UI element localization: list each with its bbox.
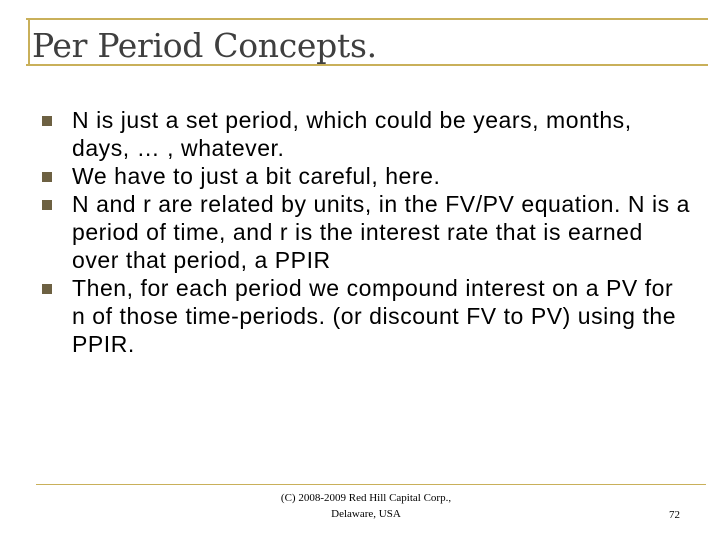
square-bullet-icon bbox=[42, 172, 52, 182]
page-number: 72 bbox=[669, 509, 680, 521]
slide-title: Per Period Concepts. bbox=[32, 26, 377, 65]
copyright-line: (C) 2008-2009 Red Hill Capital Corp., bbox=[280, 492, 452, 504]
bullet-item bbox=[42, 190, 692, 274]
left-divider bbox=[28, 18, 30, 66]
square-bullet-icon bbox=[42, 116, 52, 126]
bullet-list bbox=[42, 106, 692, 358]
top-divider bbox=[26, 18, 708, 20]
bullet-text: N is just a set period, which could be years, months, days, … , whatever. bbox=[72, 107, 632, 161]
bullet-item bbox=[42, 106, 692, 162]
copyright-footer bbox=[260, 490, 472, 522]
bullet-text: N and r are related by units, in the FV/PV equation. N is a period of time, and r is the interest rate that is earned over that period, a PPIR bbox=[72, 191, 690, 273]
bullet-text: We have to just a bit careful, here. bbox=[72, 163, 441, 189]
square-bullet-icon bbox=[42, 284, 52, 294]
bullet-text: Then, for each period we compound interest on a PV for n of those time-periods. (or discount FV to PV) using the PPIR. bbox=[72, 275, 677, 357]
location-line: Delaware, USA bbox=[331, 508, 401, 520]
bullet-item bbox=[42, 162, 692, 190]
square-bullet-icon bbox=[42, 200, 52, 210]
footer-divider bbox=[36, 484, 706, 485]
bullet-item bbox=[42, 274, 692, 358]
